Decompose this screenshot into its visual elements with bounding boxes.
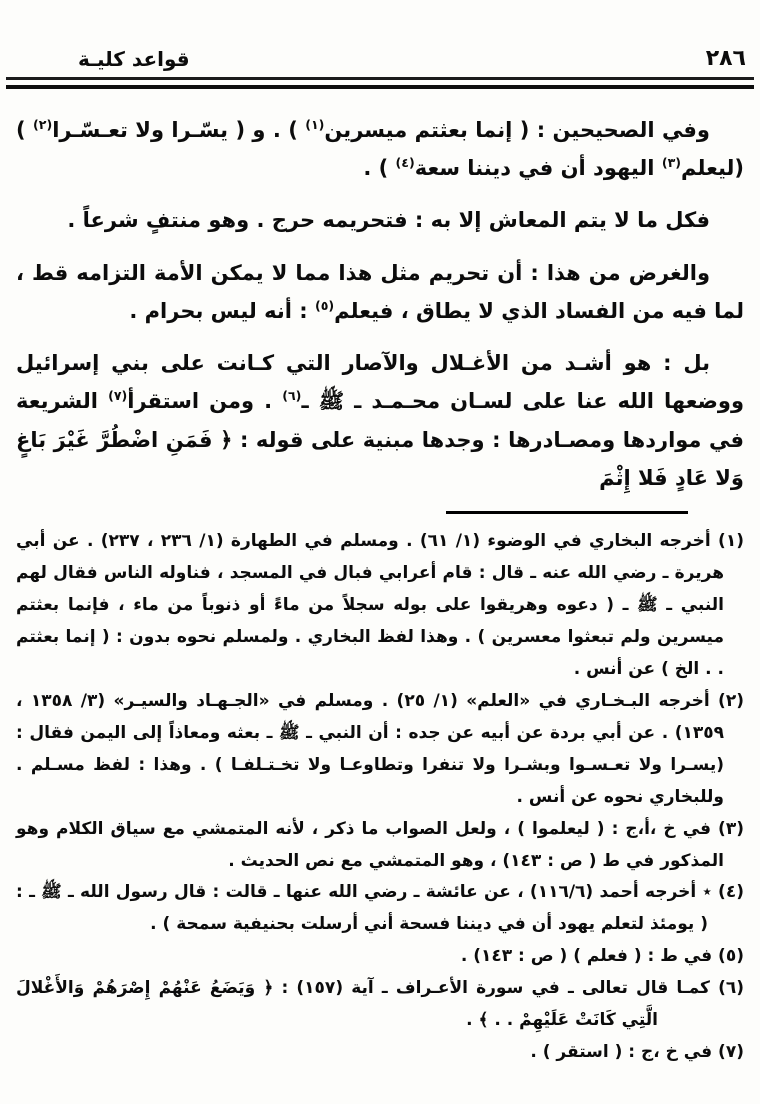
text-segment: وفي الصحيحين : ( إنما بعثتم ميسرين <box>324 118 710 142</box>
page-number: ٢٨٦ <box>705 46 746 71</box>
footnote-ref: (٦) <box>282 388 302 404</box>
footnote-1 <box>16 526 744 686</box>
text-segment: فكل ما لا يتم المعاش إلا به : فتحريمه حرج . وهو منتفٍ شرعاً . <box>67 208 710 233</box>
text-segment: (٣) في خ ،أ،ج : ( ليعلموا ) ، ولعل الصواب ما ذكر ، لأنه المتمشي مع سياق الكلام وهو المذكور في ط ( ص : ١٤٣) ، وهو المتمشي مع نص الحديث . <box>16 818 744 871</box>
saws-honorific: ﷺ <box>318 389 345 414</box>
text-segment: (٦) كمـا قال تعالى ـ في سورة الأعـراف ـ آية (١٥٧) : <box>273 978 745 999</box>
text-segment: ـ بعثه ومعاذاً إلى اليمن فقال : (يسـرا ولا تعـسـوا وبشـرا ولا تنفرا وتطاوعـا ولا تخـتـلفـا ) . وهذا : لفظ مسـلم . وللبخاري نحوه عن أنس . <box>16 722 724 807</box>
text-segment: ـ ( دعوه وهريقوا على بوله سجلاً من ماءً أو ذنوباً من ماء ، فإنما بعثتم ميسرين ولم تبعثوا معسرين ) . وهذا لفظ البخاري . ولمسلم نحوه بدون : ( إنما بعثتم . . الخ ) عن أنس . <box>16 594 724 679</box>
text-segment: (٤) ٭ أخرجه أحمد (⁦١١٦/٦⁩) ، عن عائشة ـ رضي الله عنها ـ قالت : قال رسول الله ـ <box>61 882 744 903</box>
footnote-ref: (٢) <box>32 116 53 132</box>
quran-quote: ﴿ وَيَضَعُ عَنْهُمْ إِصْرَهُمْ وَالأَغْلالَ الَّتِي كَانَتْ عَلَيْهِمْ . . ﴾ <box>16 978 658 1031</box>
footnote-ref: (٤) <box>395 155 415 171</box>
text-segment: اليهود أن في ديننا سعة <box>414 156 662 181</box>
paragraph-4 <box>16 344 744 497</box>
paragraph-2 <box>16 201 744 239</box>
footnote-2 <box>16 686 744 814</box>
footnote-ref: (٥) <box>314 297 335 313</box>
footnote-ref: (٧) <box>108 388 128 404</box>
book-title: قواعد كليـة <box>78 47 190 71</box>
footnote-separator <box>446 511 688 514</box>
text-segment: بل : هو أشـد من الأغـلال والآصار التي كـانت على بني إسرائيل ووضعها الله عنا على لسـان محـمـد ـ <box>16 351 744 414</box>
page-header <box>0 0 760 77</box>
footnote-4 <box>16 877 744 941</box>
text-segment: . <box>466 1010 479 1031</box>
text-segment: ) (ليعلم <box>16 118 744 181</box>
text-segment: (١) أخرجه البخاري في الوضوء (⁦١/ ٦١⁩) . ومسلم في الطهارة (⁦١/ ٢٣٦ ، ٢٣٧⁩) . عن أبي هريرة ـ رضي الله عنه ـ قال : قام أعرابي فبال في المسجد ، فناوله الناس فقال لهم النبي ـ <box>16 530 744 615</box>
footnote-6 <box>16 973 744 1037</box>
footnote-5 <box>16 941 744 973</box>
text-segment: ) . و ( يسّـرا ولا تعـسّـرا <box>52 118 306 142</box>
footnotes-section <box>0 526 760 1069</box>
quran-quote: ﴿ فَمَنِ اضْطُرَّ غَيْرَ بَاغٍ وَلا عَادٍ فَلا إِثْمَ <box>16 427 744 490</box>
main-text <box>0 89 760 497</box>
footnote-ref: (٣) <box>661 155 682 171</box>
text-segment: . ومن استقرأ <box>127 389 283 414</box>
text-segment: : أنه ليس بحرام . <box>129 298 315 323</box>
text-segment: ـ <box>301 389 319 414</box>
saws-honorific: ﷺ <box>41 882 62 903</box>
text-segment: ) . <box>363 156 396 181</box>
text-segment: والغرض من هذا : أن تحريم مثل هذا مما لا يمكن الأمة التزامه قط ، لما فيه من الفساد الذي لا يطاق ، فيعلم <box>16 260 744 323</box>
text-segment: الشريعة في مواردها ومصـادرها : وجدها مبنية على قوله : <box>16 389 745 452</box>
paragraph-1 <box>16 111 744 187</box>
footnote-7 <box>16 1037 744 1069</box>
footnote-ref: (١) <box>305 116 325 132</box>
header-rule-top <box>6 77 754 80</box>
text-segment: ـ : ( يومئذ لتعلم يهود أن في ديننا فسحة أني أرسلت بحنيفية سمحة ) . <box>16 882 708 935</box>
paragraph-3 <box>16 254 744 330</box>
text-segment: (٥) في ط : ( فعلم ) ( ص : ١٤٣) . <box>460 946 744 967</box>
text-segment: (٧) في خ ،ج : ( استقر ) . <box>530 1042 744 1063</box>
saws-honorific: ﷺ <box>637 594 658 615</box>
footnote-3 <box>16 814 744 878</box>
text-segment: (٢) أخرجه البـخـاري في «العلم» (⁦١/ ٢٥⁩) . ومسلم في «الجـهـاد والسيـر» (⁦٣/ ١٣٥٨ ، ١٣٥٩⁩) . عن أبي بردة عن أبيه عن جده : أن النبي ـ <box>16 690 744 743</box>
saws-honorific: ﷺ <box>279 722 300 743</box>
